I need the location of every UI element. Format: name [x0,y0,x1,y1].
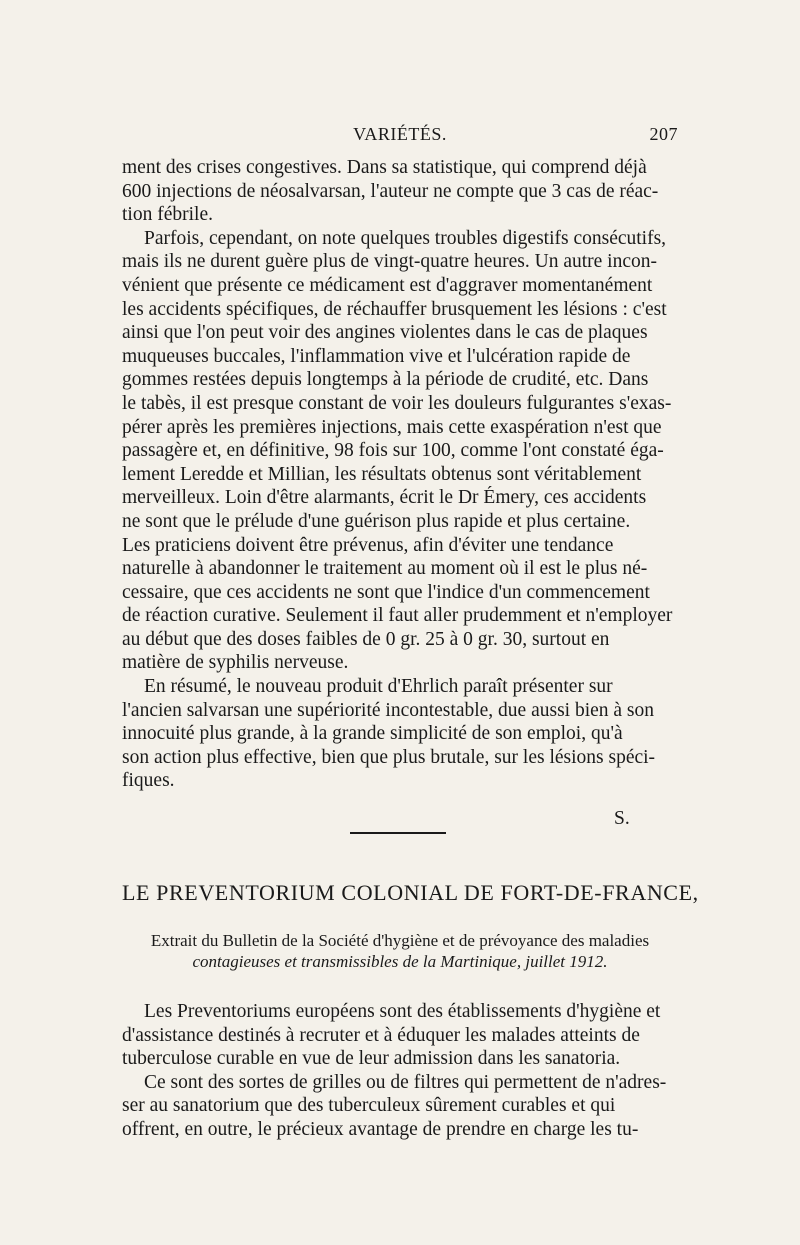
text-line: mais ils ne durent guère plus de vingt-quatre heures. Un autre incon- [122,251,658,273]
text-line: ser au sanatorium que des tuberculeux sûrement curables et qui [122,1095,616,1117]
text-line: passagère et, en définitive, 98 fois sur 100, comme l'ont constaté éga- [122,440,664,462]
text-line: 600 injections de néosalvarsan, l'auteur ne compte que 3 cas de réac- [122,180,659,202]
text-line: ne sont que le prélude d'une guérison plus rapide et plus certaine. [122,510,631,532]
section-divider [350,832,446,834]
text-line: les accidents spécifiques, de réchauffer brusquement les lésions : c'est [122,298,667,320]
source-line: Extrait du Bulletin de la Société d'hygiène et de prévoyance des maladies [150,931,650,950]
text-line: tion fébrile. [122,204,213,226]
text-line: son action plus effective, bien que plus brutale, sur les lésions spéci- [122,746,656,768]
text-line: Ce sont des sortes de grilles ou de filtres qui permettent de n'adres- [144,1071,667,1093]
running-head [122,124,678,154]
text-line: cessaire, que ces accidents ne sont que l'indice d'un commencement [122,581,650,603]
text-line: gommes restées depuis longtemps à la période de crudité, etc. Dans [122,369,649,391]
text-line: naturelle à abandonner le traitement au moment où il est le plus né- [122,558,648,580]
text-line: Les praticiens doivent être prévenus, afin d'éviter une tendance [122,534,614,556]
text-line: matière de syphilis nerveuse. [122,652,349,674]
page-number: 207 [649,124,678,144]
text-line: au début que des doses faibles de 0 gr. 25 à 0 gr. 30, surtout en [122,628,610,650]
text-line: ainsi que l'on peut voir des angines violentes dans le cas de plaques [122,322,648,344]
author-signature: S. [614,808,630,829]
text-line: Les Preventoriums européens sont des établissements d'hygiène et [144,1001,661,1022]
text-line: muqueuses buccales, l'inflammation vive et l'ulcération rapide de [122,345,631,367]
text-line: l'ancien salvarsan une supériorité incontestable, due aussi bien à son [122,699,655,721]
text-line: d'assistance destinés à recruter et à éduquer les malades atteints de [122,1024,640,1046]
text-line: ment des crises congestives. Dans sa statistique, qui comprend déjà [122,157,647,178]
article-heading: LE PREVENTORIUM COLONIAL DE FORT-DE-FRANCE, [122,880,699,905]
text-line: vénient que présente ce médicament est d'aggraver momentanément [122,274,653,296]
running-title: VARIÉTÉS. [353,124,447,144]
text-line: fiques. [122,770,175,792]
text-line: lement Leredde et Millian, les résultats obtenus sont véritablement [122,463,642,485]
article-source-note [122,930,678,972]
text-line: innocuité plus grande, à la grande simplicité de son emploi, qu'à [122,723,623,745]
text-line: le tabès, il est presque constant de voir les douleurs fulgurantes s'exas- [122,392,672,414]
text-line: merveilleux. Loin d'être alarmants, écrit le Dr Émery, ces accidents [122,487,647,509]
source-line: contagieuses et transmissibles de la Martinique, juillet 1912. [192,952,608,971]
article-body-1 [122,156,678,793]
text-line: En résumé, le nouveau produit d'Ehrlich paraît présenter sur [144,676,613,698]
text-line: Parfois, cependant, on note quelques troubles digestifs consécutifs, [144,227,667,249]
article-body-2 [122,1000,678,1142]
text-line: tuberculose curable en vue de leur admission dans les sanatoria. [122,1048,621,1070]
text-line: offrent, en outre, le précieux avantage de prendre en charge les tu- [122,1118,639,1140]
text-line: pérer après les premières injections, mais cette exaspération n'est que [122,416,662,438]
text-line: de réaction curative. Seulement il faut aller prudemment et n'employer [122,605,673,627]
